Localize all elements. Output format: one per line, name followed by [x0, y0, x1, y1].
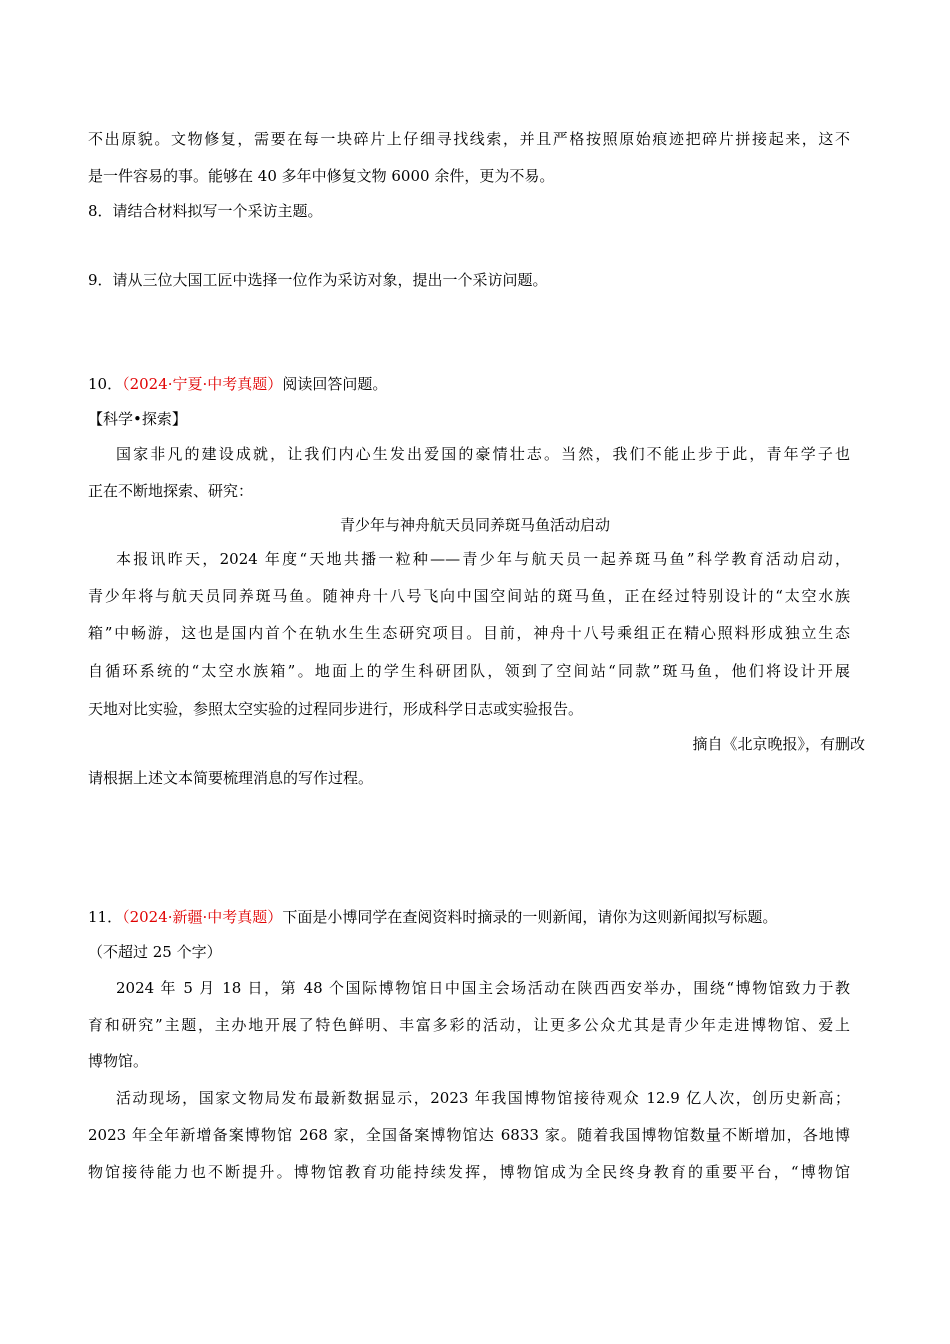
- news-line: 活动现场，国家文物局发布最新数据显示，2023 年我国博物馆接待观众 12.9 亿人次，创历史新高；: [116, 1089, 850, 1107]
- news-line: 箱”中畅游，这也是国内首个在轨水生生态研究项目。目前，神舟十八号乘组正在精心照料形成独立生态: [88, 624, 850, 642]
- question-prompt: 下面是小博同学在查阅资料时摘录的一则新闻，请你为这则新闻拟写标题。: [282, 908, 778, 926]
- news-line: 2023 年全年新增备案博物馆 268 家，全国备案博物馆达 6833 家。随着我国博物馆数量不断增加，各地博: [88, 1126, 850, 1144]
- paragraph-line: 不出原貌。文物修复，需要在每一块碎片上仔细寻找线索，并且严格按照原始痕迹把碎片拼接起来，这不: [88, 130, 850, 148]
- news-line: 博物馆。: [88, 1052, 149, 1070]
- excerpt-source: 摘自《北京晚报》，有删改: [692, 735, 865, 753]
- news-line: 自循环系统的“太空水族箱”。地面上的学生科研团队，领到了空间站“同款”斑马鱼，他们将设计开展: [88, 662, 850, 680]
- news-line: 青少年将与航天员同养斑马鱼。随神舟十八号飞向中国空间站的斑马鱼，正在经过特别设计的“太空水族: [88, 587, 850, 605]
- question-8: 8．请结合材料拟写一个采访主题。: [88, 202, 323, 220]
- source-tag: （2024·新疆·中考真题）: [122, 908, 283, 926]
- question-9: 9．请从三位大国工匠中选择一位作为采访对象，提出一个采访问题。: [88, 271, 548, 289]
- news-line: 2024 年 5 月 18 日，第 48 个国际博物馆日中国主会场活动在陕西西安举办，围绕“博物馆致力于教: [116, 979, 850, 997]
- paragraph-line: 国家非凡的建设成就，让我们内心生发出爱国的豪情壮志。当然，我们不能止步于此，青年学子也: [116, 445, 850, 463]
- question-number: 11．: [88, 908, 123, 926]
- question-prompt: 阅读回答问题。: [282, 375, 388, 393]
- news-line: 天地对比实验，参照太空实验的过程同步进行，形成科学日志或实验报告。: [88, 700, 584, 718]
- news-line: 育和研究”主题，主办地开展了特色鲜明、丰富多彩的活动，让更多公众尤其是青少年走进博物馆、爱上: [88, 1016, 850, 1034]
- paragraph-line: 是一件容易的事。能够在 40 多年中修复文物 6000 余件，更为不易。: [88, 167, 555, 185]
- section-heading: 【科学•探索】: [88, 410, 187, 428]
- question-10-ask: 请根据上述文本简要梳理消息的写作过程。: [88, 769, 374, 787]
- question-number: 10．: [88, 375, 123, 393]
- news-line: 物馆接待能力也不断提升。博物馆教育功能持续发挥，博物馆成为全民终身教育的重要平台，“博物馆: [88, 1163, 850, 1181]
- question-10-header: [88, 373, 858, 395]
- news-line: 本报讯昨天，2024 年度“天地共播一粒种——青少年与航天员一起养斑马鱼”科学教育活动启动，: [116, 550, 850, 568]
- news-title: 青少年与神舟航天员同养斑马鱼活动启动: [339, 516, 610, 534]
- paragraph-line: 正在不断地探索、研究：: [88, 482, 254, 500]
- source-tag: （2024·宁夏·中考真题）: [122, 375, 283, 393]
- question-11-limit: （不超过 25 个字）: [88, 943, 222, 961]
- question-11-header: [88, 906, 858, 928]
